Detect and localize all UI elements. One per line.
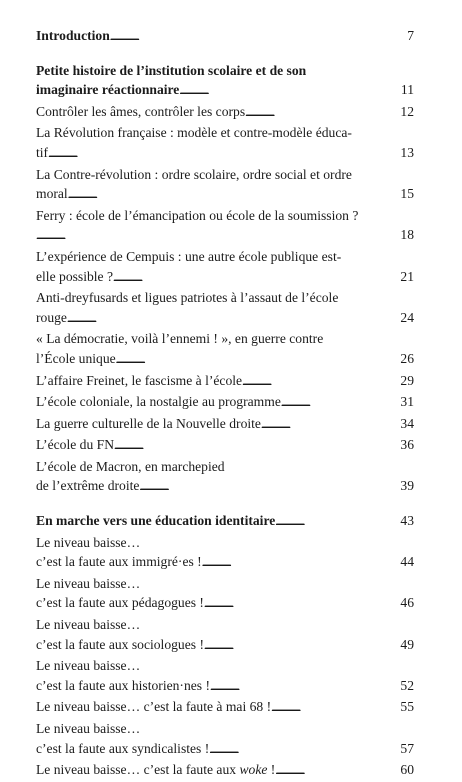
toc-entry-title: Le niveau baisse…	[36, 575, 141, 591]
dot-leader	[275, 760, 399, 782]
dot-leader	[204, 635, 399, 657]
toc-entry-title: La Révolution française : modèle et contre-modèle éduca-	[36, 125, 352, 141]
toc-entry[interactable]	[36, 719, 414, 760]
toc-entry-title: moral	[36, 186, 68, 202]
page-number: 44	[400, 554, 414, 570]
dot-leader	[116, 349, 400, 371]
toc-entry-title: rouge	[36, 309, 67, 325]
toc-entry-title: Introduction	[36, 28, 110, 43]
toc-entry-title: En marche vers une éducation identitaire	[36, 513, 276, 529]
toc-entry-title: Contrôler les âmes, contrôler les corps	[36, 103, 246, 119]
page-number: 13	[400, 144, 414, 160]
toc-entry-title: Le niveau baisse… c’est la faute à mai 68 !	[36, 699, 272, 715]
toc-entry[interactable]	[36, 26, 414, 48]
page-number: 52	[400, 677, 414, 693]
toc-entry-title: c’est la faute aux pédagogues !	[36, 595, 204, 611]
dot-leader	[68, 184, 400, 206]
toc-entry[interactable]	[36, 123, 414, 164]
toc-entry[interactable]	[36, 574, 414, 615]
dot-leader	[209, 739, 399, 761]
page-number: 46	[400, 595, 414, 611]
page-number: 7	[407, 28, 414, 43]
toc-entry[interactable]	[36, 61, 414, 102]
toc-entry[interactable]	[36, 656, 414, 697]
toc-entry-title: c’est la faute aux syndicalistes !	[36, 740, 210, 756]
page-number: 49	[400, 636, 414, 652]
toc-entry-title: tif	[36, 144, 49, 160]
toc-entry[interactable]	[36, 435, 414, 457]
toc-entry-title: L’école de Macron, en marchepied	[36, 458, 225, 474]
dot-leader	[67, 308, 399, 330]
dot-leader	[113, 267, 399, 289]
toc-entry[interactable]	[36, 206, 414, 247]
toc-entry[interactable]	[36, 371, 414, 393]
page-number: 18	[400, 227, 414, 243]
dot-leader	[245, 102, 399, 124]
toc-entry-title: La guerre culturelle de la Nouvelle droite	[36, 415, 261, 431]
toc-entry-title: « La démocratie, voilà l’ennemi ! », en guerre contre	[36, 331, 324, 347]
dot-leader	[179, 80, 400, 102]
toc-entry-title: L’école coloniale, la nostalgie au programme	[36, 394, 281, 410]
toc-entry-title: L’affaire Freinet, le fascisme à l’école	[36, 372, 243, 388]
page-number: 57	[400, 740, 414, 756]
toc-entry-title: c’est la faute aux historien·nes !	[36, 677, 211, 693]
page-number: 15	[400, 186, 414, 202]
dot-leader	[202, 552, 400, 574]
toc-entry-title: L’expérience de Cempuis : une autre école publique est-	[36, 248, 342, 264]
dot-leader	[261, 414, 399, 436]
toc-entry-title: c’est la faute aux sociologues !	[36, 636, 204, 652]
page-number: 12	[400, 103, 414, 119]
page-number: 43	[400, 513, 414, 529]
page-number: 11	[400, 82, 414, 98]
toc-entry[interactable]	[36, 392, 414, 414]
toc-entry-title: elle possible ?	[36, 268, 114, 284]
toc-entry[interactable]	[36, 615, 414, 656]
toc-entry-title: La Contre-révolution : ordre scolaire, ordre social et ordre	[36, 166, 352, 182]
toc-entry[interactable]	[36, 247, 414, 288]
dot-leader	[271, 697, 399, 719]
page-number: 36	[400, 437, 414, 453]
dot-leader	[139, 476, 399, 498]
toc-entry[interactable]	[36, 414, 414, 436]
toc-entry[interactable]	[36, 760, 414, 782]
toc-entry-title: l’École unique	[36, 350, 116, 366]
page-number: 21	[400, 268, 414, 284]
dot-leader	[275, 511, 399, 533]
page-number: 60	[400, 762, 414, 778]
toc-entry-title: Le niveau baisse…	[36, 658, 141, 674]
page-number: 34	[400, 415, 414, 431]
dot-leader	[210, 676, 399, 698]
toc-entry-title: c’est la faute aux immigré·es !	[36, 554, 202, 570]
toc-entry[interactable]	[36, 457, 414, 498]
page-number: 24	[400, 309, 414, 325]
dot-leader	[204, 593, 399, 615]
dot-leader	[114, 435, 399, 457]
dot-leader	[48, 143, 399, 165]
toc-entry-title: Le niveau baisse…	[36, 721, 141, 736]
toc-entry[interactable]	[36, 102, 414, 124]
toc-entry-title: Anti-dreyfusards et ligues patriotes à l’assaut de l’école	[36, 290, 339, 306]
toc-entry[interactable]	[36, 533, 414, 574]
toc-entry-title: Le niveau baisse…	[36, 534, 141, 550]
page-number: 31	[400, 394, 414, 410]
dot-leader	[110, 26, 406, 48]
toc-entry-title: L’école du FN	[36, 437, 115, 453]
toc-entry[interactable]	[36, 511, 414, 533]
dot-leader	[281, 392, 400, 414]
dot-leader	[36, 225, 399, 247]
toc-entry-title: Le niveau baisse… c’est la faute aux woke !	[36, 762, 276, 778]
toc-entry[interactable]	[36, 697, 414, 719]
toc-entry[interactable]	[36, 288, 414, 329]
toc-entry[interactable]	[36, 329, 414, 370]
toc-entry-title: de l’extrême droite	[36, 478, 140, 494]
toc-entry-title: Ferry : école de l’émancipation ou école de la soumission ?	[36, 207, 359, 223]
toc-entry-title: imaginaire réactionnaire	[36, 82, 180, 98]
toc-entry[interactable]	[36, 165, 414, 206]
page-number: 29	[400, 372, 414, 388]
page-number: 39	[400, 478, 414, 494]
toc-entry-title: Le niveau baisse…	[36, 617, 141, 633]
page-number: 26	[400, 350, 414, 366]
dot-leader	[242, 371, 399, 393]
page-number: 55	[400, 699, 414, 715]
table-of-contents	[36, 26, 414, 782]
toc-entry-title: Petite histoire de l’institution scolaire et de son	[36, 62, 307, 78]
